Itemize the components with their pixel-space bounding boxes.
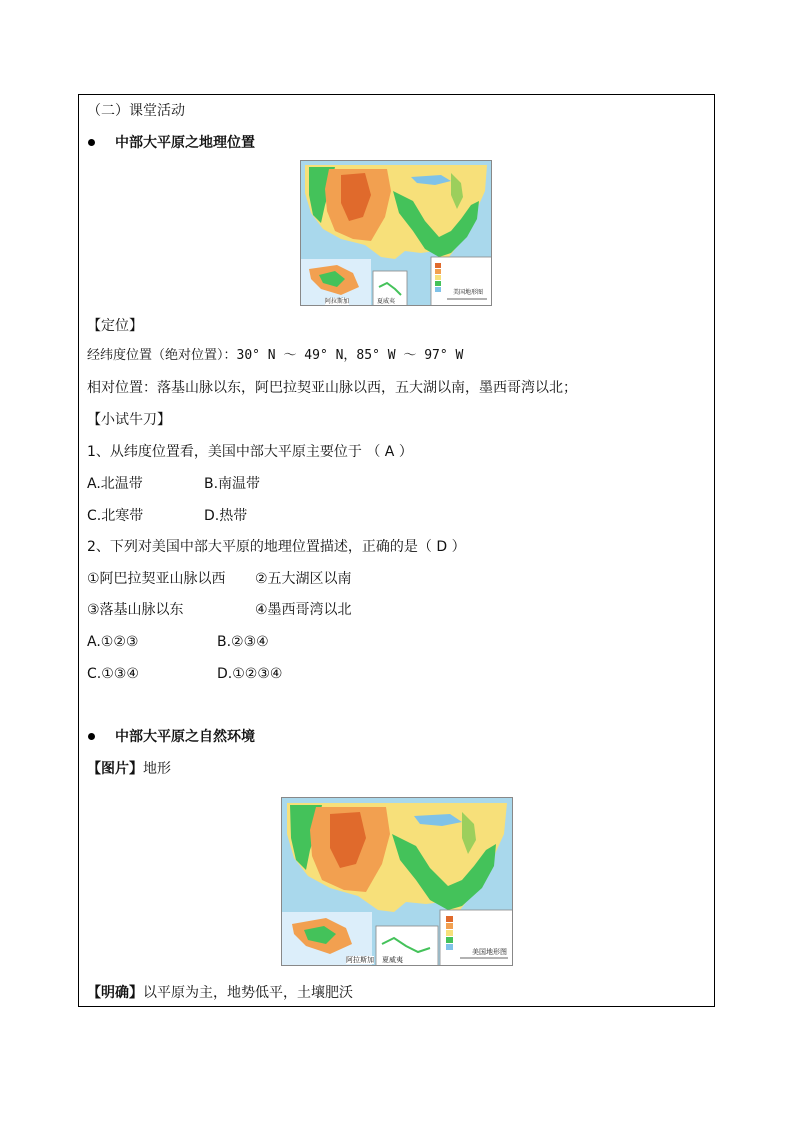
q1-option-c: C.北寒带	[87, 508, 144, 524]
q2-statement-2: ②五大湖区以南	[255, 571, 352, 587]
dingwei-label: 【定位】	[87, 318, 143, 334]
q2-statement-4: ④墨西哥湾以北	[255, 602, 352, 618]
q1-stem: 1、从纬度位置看，美国中部大平原主要位于 （ A ）	[87, 444, 413, 460]
topic2-heading: 中部大平原之自然环境	[115, 729, 255, 745]
q2-option-a: A.①②③	[87, 634, 139, 650]
map-legend-title: 美国地形图	[453, 289, 484, 296]
q2-option-c: C.①③④	[87, 666, 139, 682]
clarify-line	[87, 984, 353, 1002]
picture-text: 地形	[143, 761, 171, 777]
topic1-heading: 中部大平原之地理位置	[115, 135, 255, 151]
q1-option-a: A.北温带	[87, 476, 143, 492]
q1-option-b: B.南温带	[204, 476, 261, 492]
map-legend-title: 美国地形图	[472, 948, 507, 956]
q2-option-d: D.①②③④	[217, 666, 283, 682]
clarify-tag: 【明确】	[87, 985, 143, 1001]
hawaii-inset-label: 夏威夷	[382, 956, 403, 964]
q2-stem: 2、下列对美国中部大平原的地理位置描述，正确的是（ D ）	[87, 539, 466, 555]
relative-position: 相对位置：落基山脉以东，阿巴拉契亚山脉以西，五大湖以南，墨西哥湾以北；	[87, 380, 577, 396]
hawaii-inset-label: 夏威夷	[377, 298, 396, 305]
quiz-label: 【小试牛刀】	[87, 412, 171, 428]
bullet-icon	[88, 733, 95, 740]
alaska-inset-label: 阿拉斯加	[325, 298, 350, 305]
picture-tag: 【图片】	[87, 761, 143, 777]
picture-line	[87, 760, 171, 778]
latlon-position: 经纬度位置（绝对位置）：30° N ～ 49° N，85° W ～ 97° W	[87, 348, 464, 363]
us-terrain-map-1	[300, 160, 492, 306]
clarify-text: 以平原为主，地势低平，土壤肥沃	[143, 985, 353, 1001]
q2-option-b: B.②③④	[217, 634, 269, 650]
q1-option-d: D.热带	[204, 508, 248, 524]
bullet-icon	[88, 139, 95, 146]
q2-statement-3: ③落基山脉以东	[87, 602, 184, 618]
section-title: （二）课堂活动	[87, 103, 185, 119]
alaska-inset-label: 阿拉斯加	[346, 956, 374, 964]
us-terrain-map-2	[281, 797, 513, 966]
q2-statement-1: ①阿巴拉契亚山脉以西	[87, 571, 226, 587]
